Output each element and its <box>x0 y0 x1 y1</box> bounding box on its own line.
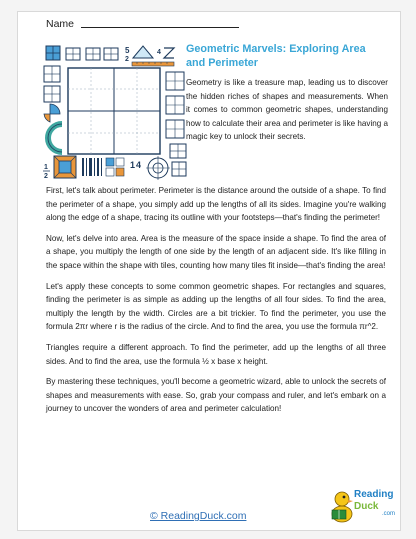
barcode-icon <box>82 158 102 176</box>
logo-suffix: .com <box>382 511 396 517</box>
small-squares-icon <box>106 158 124 176</box>
worksheet-page <box>17 11 401 531</box>
logo-word-reading: Reading <box>354 489 394 500</box>
grid-tile-icon <box>86 48 100 60</box>
grid-tile-icon <box>44 86 60 102</box>
number-label: 1 <box>130 160 136 170</box>
logo-word-duck: Duck <box>354 501 379 512</box>
name-blank-line <box>81 26 239 28</box>
grid-tile-icon <box>66 48 80 60</box>
body-text <box>46 184 386 423</box>
readingduck-link[interactable]: © ReadingDuck.com <box>150 510 247 522</box>
grid-tile-icon <box>166 72 184 90</box>
grid-tile-icon <box>104 48 118 60</box>
paragraph-perimeter: First, let's talk about perimeter. Perimeter is the distance around the outside of a shape. To find the perimeter of a shape, you simply add up the lengths of all its sides. Imagine you're walking along the edge of a shape, tracing its outline with your footsteps—that's finding the perimeter! <box>46 186 386 223</box>
grid-tile-icon <box>166 96 184 114</box>
framed-square-icon <box>54 156 76 178</box>
grid-tile-icon <box>172 162 186 176</box>
cube-icon <box>46 46 60 60</box>
paragraph-shapes: Let's apply these concepts to some common geometric shapes. For rectangles and squares, finding the perimeter is as simple as adding up the lengths of all four sides. To find the area, multiply the length by the width. Circles are a bit trickier. To find the perimeter, you use the formula 2πr where r is the radius of the circle. And to find the area, you use the formula πr^2. <box>46 281 386 332</box>
paragraph-area: Now, let's delve into area. Area is the measure of the space inside a shape. To find the area of a shape, you multiply the length of one side by the length of an adjacent side. It's like filling in the space within the shape with tiles, counting how many tiles fit inside—that's finding the area! <box>46 233 386 270</box>
grid-tile-icon <box>166 120 184 138</box>
fraction-numerator: 1 <box>44 164 48 171</box>
paragraph-conclusion: By mastering these techniques, you'll become a geometric wizard, able to unlock the secrets of shapes and measurements with ease. So, grab your compass and ruler, and let's embark on a journey to uncover the wonders of area and perimeter calculation! <box>46 377 386 414</box>
paragraph-triangles: Triangles require a different approach. To find the perimeter, add up the lengths of all three sides. And to find the area, use the formula ½ x base x height. <box>46 342 386 366</box>
number-label: 5 <box>125 46 130 55</box>
ruler-icon <box>132 62 174 66</box>
intro-paragraph: Geometry is like a treasure map, leading us to discover the hidden riches of shapes and measurements. When it comes to common geometric shapes, understanding how to calculate their area and perimeter is like having a magic key to unlock their secrets. <box>186 78 389 142</box>
zigzag-icon <box>164 48 174 58</box>
area-grid-icon <box>68 68 160 154</box>
half-circle-icon <box>48 124 62 152</box>
pie-wedge-icon <box>44 104 60 122</box>
number-label: 4 <box>157 49 161 56</box>
compass-target-icon <box>146 156 170 180</box>
grid-tile-icon <box>170 144 186 158</box>
name-field <box>46 18 239 30</box>
geometry-illustration <box>40 42 190 180</box>
number-label: 4 <box>136 160 142 170</box>
name-label: Name <box>46 18 75 30</box>
number-label: 2 <box>125 56 129 63</box>
duck-icon <box>332 492 353 522</box>
grid-tile-icon <box>44 66 60 82</box>
worksheet-title: Geometric Marvels: Exploring Area and Perimeter <box>186 43 366 69</box>
triangle-icon <box>133 46 153 58</box>
fraction-denominator: 2 <box>44 173 48 180</box>
